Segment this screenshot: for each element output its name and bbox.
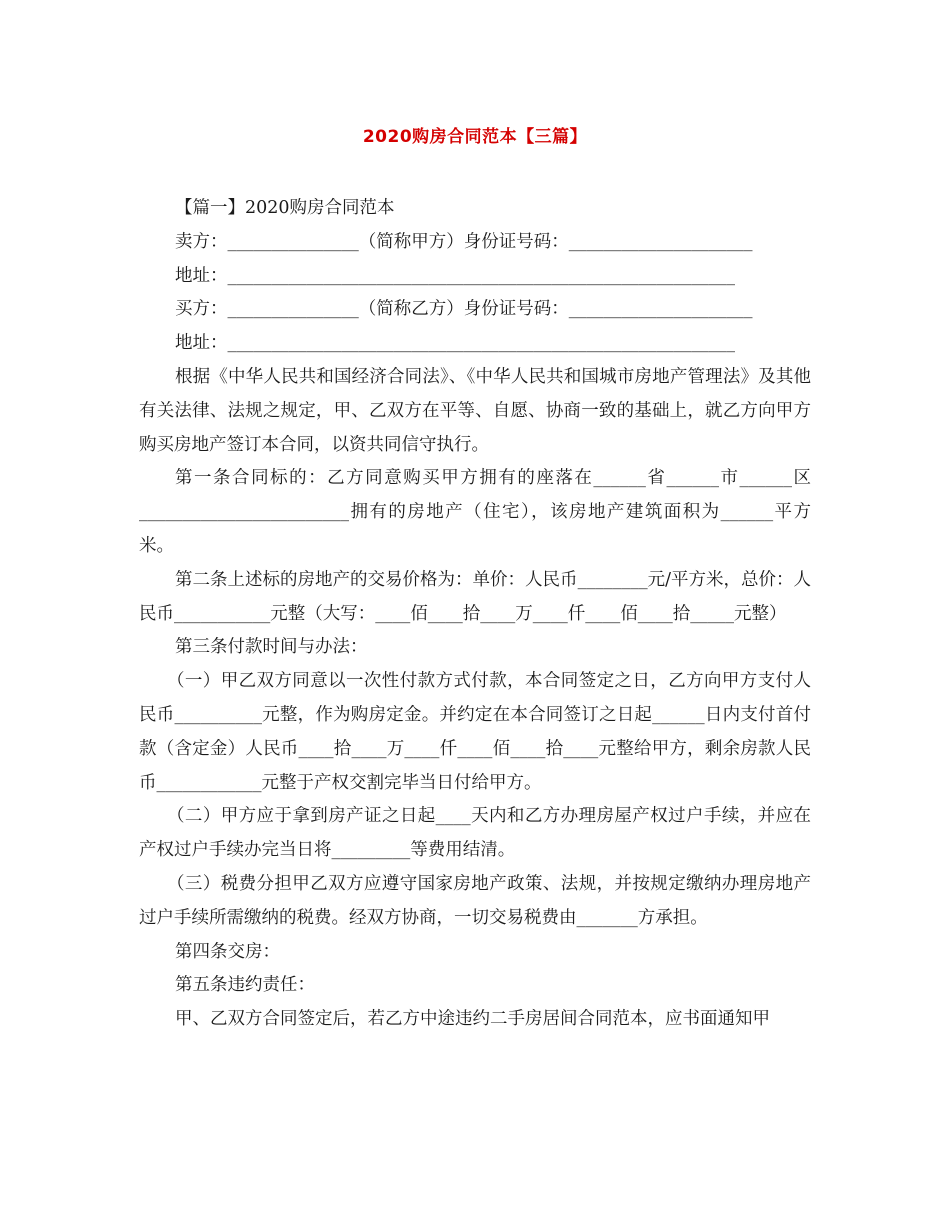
- article-2-paragraph: 第二条上述标的房地产的交易价格为：单价：人民币________元/平方米，总价：人民币___________元整（大写：____佰____拾____万____仟____佰____拾_____元整）: [139, 569, 811, 624]
- buyer-address-line: 地址：__________________________________________________________: [175, 333, 735, 354]
- intro-paragraph: 根据《中华人民共和国经济合同法》、《中华人民共和国城市房地产管理法》及其他有关法律、法规之规定，甲、乙双方在平等、自愿、协商一致的基础上，就乙方向甲方购买房地产签订本合同，以资共同信守执行。: [139, 366, 811, 455]
- document-body: [139, 192, 811, 1037]
- seller-line: 卖方：_______________（简称甲方）身份证号码：_____________________: [175, 231, 753, 252]
- buyer-line: 买方：_______________（简称乙方）身份证号码：_____________________: [175, 299, 753, 320]
- breach-paragraph: 甲、乙双方合同签定后，若乙方中途违约二手房居间合同范本，应书面通知甲: [175, 1009, 770, 1030]
- section-heading: 【篇一】2020购房合同范本: [175, 198, 395, 218]
- clause-1-paragraph: （一）甲乙双方同意以一次性付款方式付款，本合同签定之日，乙方向甲方支付人民币__________元整，作为购房定金。并约定在本合同签订之日起______日内支付首付款（含定金）人民币____拾____万____仟____佰____拾____元整给甲方，剩余房款人民币____________元整于产权交割完毕当日付给甲方。: [139, 671, 811, 793]
- article-4-heading: 第四条交房：: [175, 941, 280, 962]
- document-title: 2020购房合同范本【三篇】: [362, 127, 588, 147]
- article-3-heading: 第三条付款时间与办法：: [175, 637, 368, 658]
- article-1-paragraph: 第一条合同标的：乙方同意购买甲方拥有的座落在______省______市______区________________________拥有的房地产（住宅），该房地产建筑面积为______平方米。: [139, 468, 811, 556]
- clause-3-paragraph: （三）税费分担甲乙双方应遵守国家房地产政策、法规，并按规定缴纳办理房地产过户手续所需缴纳的税费。经双方协商，一切交易税费由_______方承担。: [139, 873, 811, 928]
- clause-2-paragraph: （二）甲方应于拿到房产证之日起____天内和乙方办理房屋产权过户手续，并应在产权过户手续办完当日将_________等费用结清。: [139, 806, 811, 861]
- seller-address-line: 地址：__________________________________________________________: [175, 265, 735, 286]
- article-5-heading: 第五条违约责任：: [175, 975, 315, 996]
